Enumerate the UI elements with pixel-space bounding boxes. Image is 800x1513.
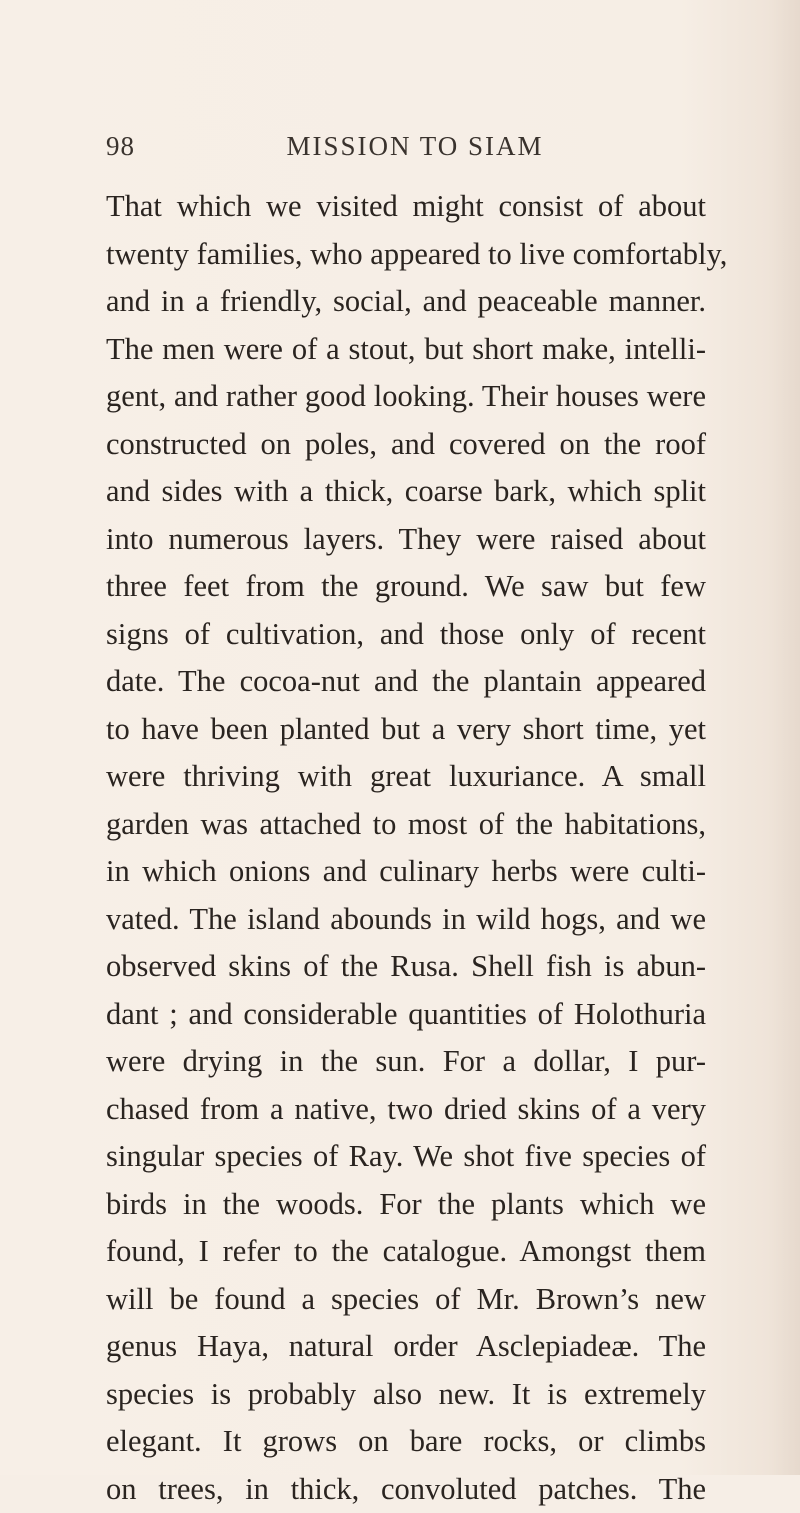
- text-line: date. The cocoa-nut and the plantain appeared: [106, 658, 706, 706]
- text-line: birds in the woods. For the plants which we: [106, 1181, 706, 1229]
- text-line: genus Haya, natural order Asclepiadeæ. The: [106, 1323, 706, 1371]
- text-line: three feet from the ground. We saw but few: [106, 563, 706, 611]
- text-line: dant ; and considerable quantities of Holothuria: [106, 991, 706, 1039]
- page-header: [0, 131, 800, 171]
- text-line: vated. The island abounds in wild hogs, and we: [106, 896, 706, 944]
- body-text: [106, 183, 706, 1513]
- text-line: to have been planted but a very short time, yet: [106, 706, 706, 754]
- text-line: into numerous layers. They were raised about: [106, 516, 706, 564]
- text-line: gent, and rather good looking. Their houses were: [106, 373, 706, 421]
- text-line: on trees, in thick, convoluted patches. The: [106, 1466, 706, 1513]
- text-line: chased from a native, two dried skins of a very: [106, 1086, 706, 1134]
- text-line: constructed on poles, and covered on the roof: [106, 421, 706, 469]
- page-number: 98: [106, 131, 135, 162]
- text-line: will be found a species of Mr. Brown’s new: [106, 1276, 706, 1324]
- text-line: twenty families, who appeared to live comfortably,: [106, 231, 706, 279]
- running-head: MISSION TO SIAM: [0, 131, 800, 162]
- text-line: signs of cultivation, and those only of recent: [106, 611, 706, 659]
- text-line: garden was attached to most of the habitations,: [106, 801, 706, 849]
- text-line: elegant. It grows on bare rocks, or climbs: [106, 1418, 706, 1466]
- text-line: and in a friendly, social, and peaceable manner.: [106, 278, 706, 326]
- text-line: singular species of Ray. We shot five species of: [106, 1133, 706, 1181]
- text-line: species is probably also new. It is extremely: [106, 1371, 706, 1419]
- text-line: were thriving with great luxuriance. A small: [106, 753, 706, 801]
- text-line: and sides with a thick, coarse bark, which split: [106, 468, 706, 516]
- text-line: The men were of a stout, but short make, intelli-: [106, 326, 706, 374]
- text-line: That which we visited might consist of about: [106, 183, 706, 231]
- text-line: observed skins of the Rusa. Shell fish is abun-: [106, 943, 706, 991]
- text-line: were drying in the sun. For a dollar, I pur-: [106, 1038, 706, 1086]
- text-line: in which onions and culinary herbs were culti-: [106, 848, 706, 896]
- text-line: found, I refer to the catalogue. Amongst them: [106, 1228, 706, 1276]
